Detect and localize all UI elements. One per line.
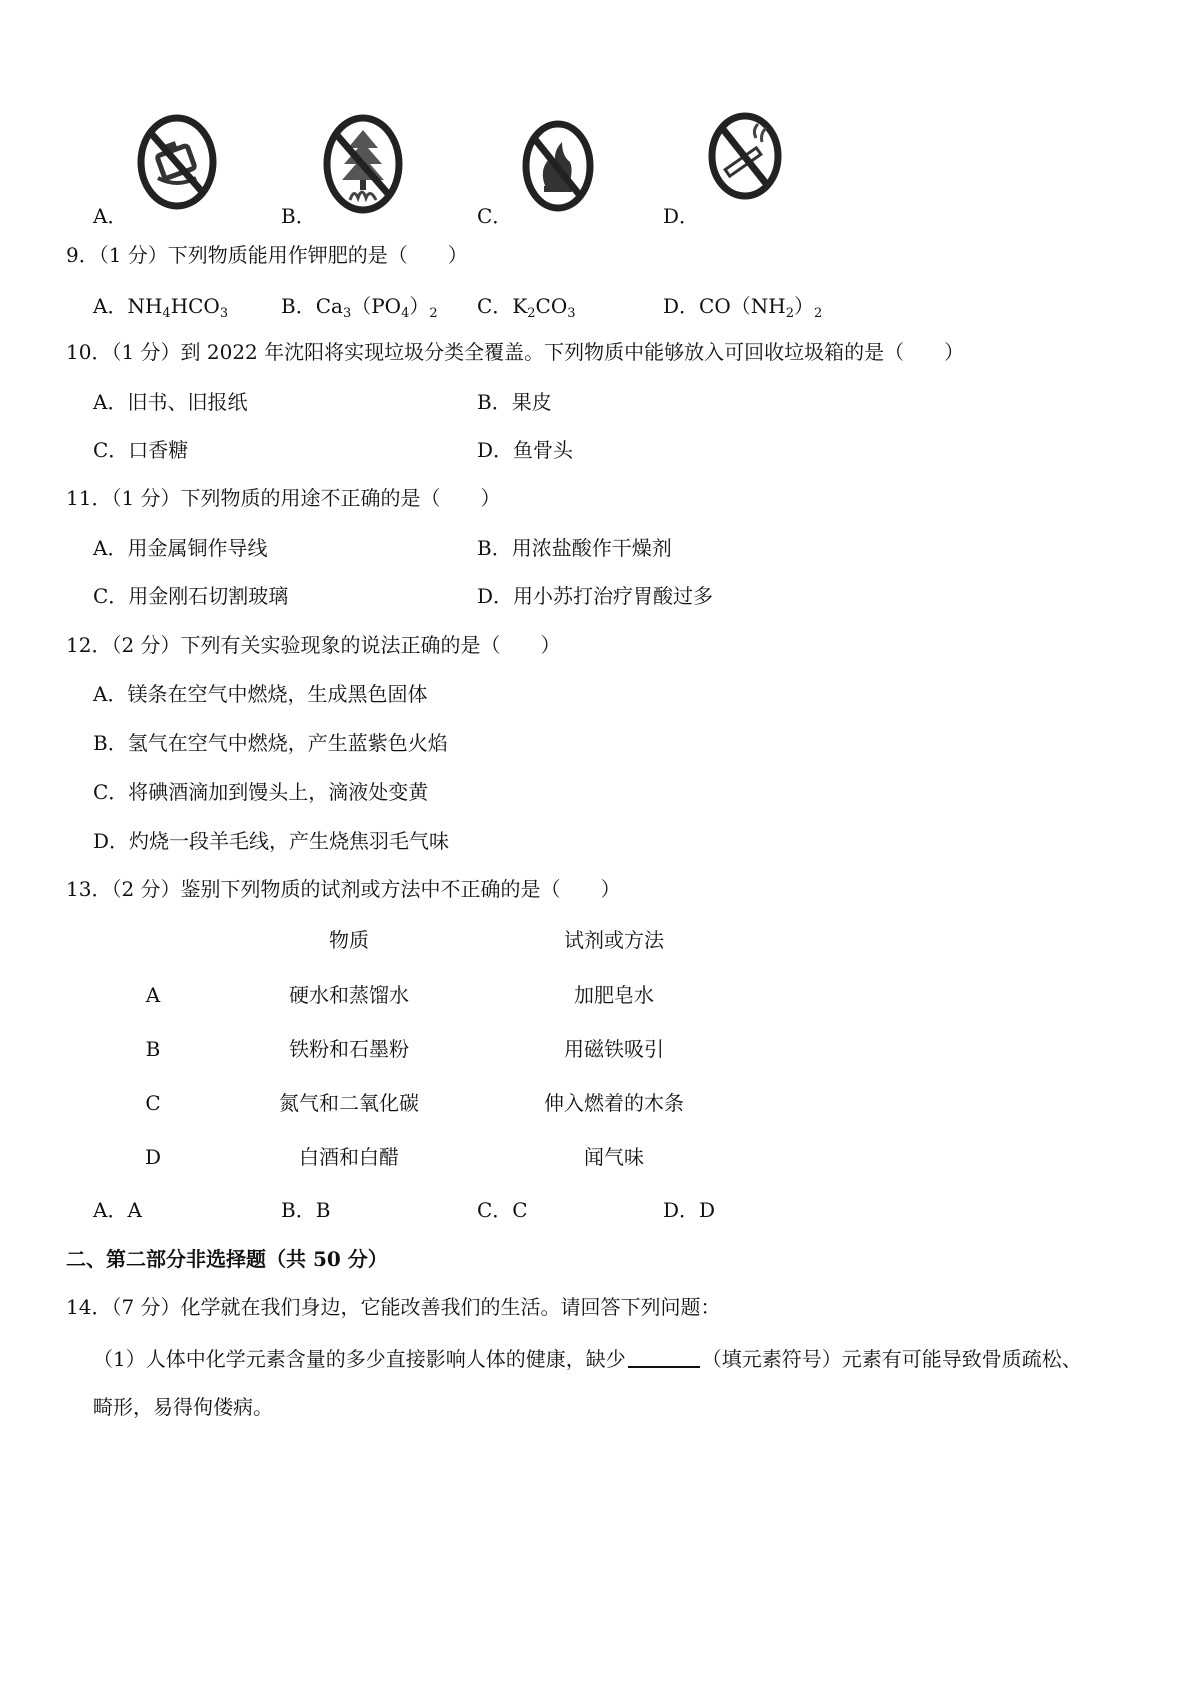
q10-option-a: A．旧书、旧报纸 (93, 390, 248, 414)
table-cell-substance: 氮气和二氧化碳 (279, 1091, 419, 1115)
q9-option-c: C．$K_2CO_3$ (477, 294, 576, 321)
q12-option-b: B．氢气在空气中燃烧，产生蓝紫色火焰 (93, 731, 448, 755)
table-header-method: 试剂或方法 (564, 928, 664, 952)
answer-blank[interactable] (628, 1348, 700, 1368)
q10-option-b: B．果皮 (477, 390, 552, 414)
no-smoking-icon (704, 108, 786, 204)
q12-option-c: C．将碘酒滴加到馒头上，滴液处变黄 (93, 780, 429, 804)
table-cell-method: 闻气味 (584, 1145, 644, 1169)
no-forest-fire-icon (318, 112, 408, 216)
q13-option-b: B．B (281, 1198, 331, 1222)
q14-sub1-continued: 畸形，易得佝偻病。 (93, 1395, 273, 1419)
q12-option-d: D．灼烧一段羊毛线，产生烧焦羽毛气味 (93, 829, 450, 853)
table-cell-substance: 铁粉和石墨粉 (289, 1037, 409, 1061)
q10-option-c: C．口香糖 (93, 438, 189, 462)
q9-stem: 9．（1 分）下列物质能用作钾肥的是（ ） (66, 243, 468, 267)
q14-sub1: （1）人体中化学元素含量的多少直接影响人体的健康，缺少 （填元素符号）元素有可能导致骨质疏松、 (93, 1347, 1082, 1371)
q12-stem: 12．（2 分）下列有关实验现象的说法正确的是（ ） (66, 633, 561, 657)
q13-option-c: C．C (477, 1198, 528, 1222)
q9-option-d: D．$CO(NH_2)_2$ (663, 294, 823, 321)
q13-option-d: D．D (663, 1198, 716, 1222)
q11-option-a: A．用金属铜作导线 (93, 536, 268, 560)
table-row-label: B (145, 1037, 161, 1061)
table-cell-substance: 硬水和蒸馏水 (289, 983, 409, 1007)
q9-option-b: B．$Ca_3(PO_4)_2$ (281, 294, 438, 321)
q13-stem: 13．（2 分）鉴别下列物质的试剂或方法中不正确的是（ ） (66, 877, 621, 901)
table-cell-method: 用磁铁吸引 (564, 1037, 664, 1061)
q12-option-a: A．镁条在空气中燃烧，生成黑色固体 (93, 682, 428, 706)
q8-option-c-label: C． (477, 204, 513, 228)
table-cell-method: 伸入燃着的木条 (544, 1091, 684, 1115)
table-row-label: A (145, 983, 161, 1007)
q14-stem: 14．（7 分）化学就在我们身边，它能改善我们的生活。请回答下列问题： (66, 1295, 721, 1319)
section-heading: 二、第二部分非选择题（共 50 分） (66, 1247, 388, 1271)
no-open-burning-icon (518, 116, 598, 216)
q10-stem: 10．（1 分）到 2022 年沈阳将实现垃圾分类全覆盖。下列物质中能够放入可回收垃圾箱的是（ ） (66, 340, 965, 364)
q11-option-c: C．用金刚石切割玻璃 (93, 584, 289, 608)
q13-option-a: A．A (93, 1198, 142, 1222)
q8-option-d-label: D． (663, 204, 700, 228)
table-row-label: C (145, 1091, 161, 1115)
q11-option-b: B．用浓盐酸作干燥剂 (477, 536, 672, 560)
table-row-label: D (144, 1145, 162, 1169)
q8-option-b-label: B． (281, 204, 316, 228)
table-cell-substance: 白酒和白醋 (299, 1145, 399, 1169)
table-header-substance: 物质 (329, 928, 369, 952)
no-battery-dump-icon (132, 112, 222, 212)
q10-option-d: D．鱼骨头 (477, 438, 574, 462)
table-cell-method: 加肥皂水 (574, 983, 654, 1007)
q8-option-a-label: A． (93, 204, 128, 228)
q11-stem: 11．（1 分）下列物质的用途不正确的是（ ） (66, 486, 501, 510)
q11-option-d: D．用小苏打治疗胃酸过多 (477, 584, 714, 608)
q9-option-a: A．$NH_4HCO_3$ (93, 294, 229, 321)
